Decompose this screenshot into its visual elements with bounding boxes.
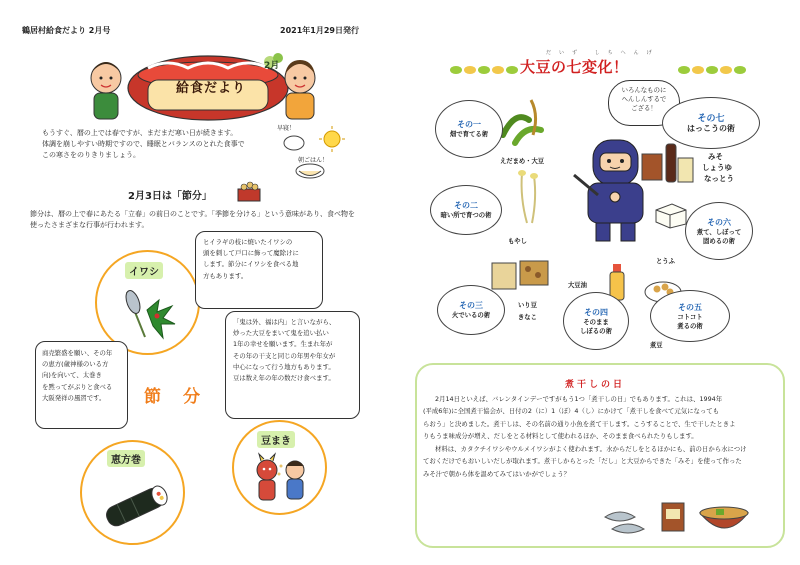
niboshi-miso-soup-icon xyxy=(600,495,750,540)
niboshi-text xyxy=(423,393,773,480)
iwashi-label: イワシ xyxy=(125,262,163,279)
technique-name: そのまま xyxy=(583,317,609,326)
technique-name: 暗い所で育つの術 xyxy=(440,211,492,220)
note-line: を黙ってがぶりと食べる xyxy=(42,382,113,391)
right-page xyxy=(400,0,800,565)
niboshi-line: らおう」と決めました。煮干しは、その名前の通り小魚を煮て干します。こうすることで、生で干したときよ xyxy=(423,419,736,428)
banner-month: 2月 xyxy=(264,61,280,71)
note-line: 大阪発祥の風習です。 xyxy=(42,393,106,402)
soybean-title: 大豆の七変化！ xyxy=(520,58,629,76)
bean-box-icon xyxy=(236,181,262,203)
note-line: の恵方(歳神様のいる方 xyxy=(42,360,109,369)
niboshi-line: 材料は、カタクチイワシやウルメイワシがよく使われます。水からだしをとるほかにも、前の日から水につけ xyxy=(435,444,747,453)
note-line: その年の干支と同じの年男や年女が xyxy=(233,351,336,360)
intro-line: もうすぐ、暦の上では春ですが、まだまだ寒い日が続きます。 xyxy=(42,129,238,137)
technique-name: 煮るの術 xyxy=(677,321,703,330)
setsubun-line: 使ったさまざまな行事が行われます。 xyxy=(30,220,149,229)
technique-number: その七 xyxy=(697,114,725,125)
technique-7-oval xyxy=(662,97,760,149)
niboshi-title: 煮干しの日 xyxy=(565,380,626,390)
setsubun-big-title: 節分 xyxy=(144,387,222,407)
nimame-label: 煮豆 xyxy=(650,342,663,349)
natto-label: なっとう xyxy=(704,174,734,183)
technique-number: その三 xyxy=(459,301,483,311)
ehoumaki-note xyxy=(35,341,128,429)
mamemaki-note xyxy=(225,311,360,419)
shoyu-label: しょうゆ xyxy=(702,163,732,172)
soybean-oil-label: 大豆油 xyxy=(568,282,587,289)
note-line: 商売繁盛を願い、その年 xyxy=(42,349,113,357)
healthy-habits-illustration xyxy=(272,125,362,185)
niboshi-line: 2月14日といえば、バレンタインデーですがもう1つ「煮干しの日」でもあります。これは、1994年 xyxy=(435,395,723,403)
sun-moon-icon xyxy=(272,125,362,185)
bubble-line: へんしんするで xyxy=(621,94,667,103)
note-line: 豆は数え年の年の数だけ食べます。 xyxy=(233,374,335,383)
oni-kids-icon xyxy=(249,452,314,507)
early-sleep-label: 早寝！ xyxy=(277,125,296,132)
iwashi-note xyxy=(195,231,323,309)
technique-2-oval xyxy=(430,185,502,235)
bubble-line: ござる！ xyxy=(631,103,657,112)
technique-1-oval xyxy=(435,100,503,158)
technique-3-oval xyxy=(437,285,505,335)
niboshi-paragraph xyxy=(423,443,773,480)
title-ruby: だいず しちへんげ xyxy=(546,50,660,56)
technique-number: その二 xyxy=(454,201,478,211)
technique-name: 火でいるの術 xyxy=(451,311,491,320)
note-line: 炒った大豆をまいて鬼を追い払い xyxy=(233,329,329,338)
technique-number: その五 xyxy=(678,302,702,312)
note-line: 方もあります。 xyxy=(203,271,248,280)
technique-name: しぼるの術 xyxy=(580,326,612,335)
niboshi-paragraph xyxy=(423,393,773,443)
technique-5-oval xyxy=(650,290,730,342)
edamame-icon xyxy=(495,95,550,155)
technique-number: その一 xyxy=(457,120,481,130)
intro-text xyxy=(42,128,282,161)
setsubun-line: 節分は、暦の上で春にあたる「立春」の前日のことです。「季節を分ける」という意味があり、食べ物を xyxy=(30,210,355,218)
edamame-label: えだまめ・大豆 xyxy=(500,158,545,165)
note-line: 「鬼は外、福は内」と言いながら、 xyxy=(233,318,336,326)
roasted-beans-icon xyxy=(490,255,555,295)
issue-date: 2021年1月29日発行 xyxy=(280,26,359,35)
technique-name: 固めるの術 xyxy=(703,236,735,245)
niboshi-line: みそ汁で朝から体を温めてみてはいかがでしょう？ xyxy=(423,469,570,478)
technique-name: 畑で育てる術 xyxy=(449,130,489,139)
intro-line: 体調を崩しやすい時期ですので、睡眠とバランスのとれた食事で xyxy=(42,139,245,148)
technique-4-oval xyxy=(563,292,629,350)
setsubun-heading: 2月3日は「節分」 xyxy=(128,191,212,202)
technique-6-oval xyxy=(685,202,753,260)
niboshi-line: (平成6年)に全国煮干協会が、日付の2（に）1（ぼ）4（し）にかけて「煮干しを食べて元気になっても xyxy=(423,407,720,416)
holly-sardine-icon xyxy=(117,282,182,342)
tofu-icon xyxy=(652,200,690,230)
note-line: 向)を向いて、太巻き xyxy=(42,371,102,380)
technique-name: はっこうの術 xyxy=(687,124,735,134)
banner-title: 給食だより xyxy=(176,81,247,96)
note-line: ヒイラギの枝に焼いたイワシの xyxy=(203,238,293,246)
technique-number: その六 xyxy=(707,217,731,227)
intro-line: この寒さをのりきりましょう。 xyxy=(42,150,140,159)
fermented-foods-icon xyxy=(640,140,695,185)
bean-sprout-icon xyxy=(512,168,547,228)
kinako-label: きなこ xyxy=(518,314,537,321)
newsletter-name: 鶴居村給食だより 2月号 xyxy=(22,26,111,35)
note-line: 頭を刺して戸口に飾って魔除けに xyxy=(203,249,299,258)
breakfast-label: 朝ごはん！ xyxy=(298,157,329,164)
technique-name: コトコト xyxy=(677,312,703,321)
bubble-line: いろんなものに xyxy=(621,86,667,94)
note-line: 中心になって行う地方もあります。 xyxy=(233,362,335,371)
tofu-label: とうふ xyxy=(656,258,675,265)
mamemaki-label: 豆まき xyxy=(257,431,295,448)
technique-number: その四 xyxy=(584,307,608,317)
title-banner xyxy=(78,48,328,126)
miso-label: みそ xyxy=(708,152,723,161)
ehoumaki-label: 恵方巻 xyxy=(107,450,145,467)
technique-name: 煮て、しぼって xyxy=(696,227,742,236)
moyashi-label: もやし xyxy=(508,238,527,245)
note-line: 1年の幸せを願います。生まれ年が xyxy=(233,340,333,349)
note-line: します。節分にイワシを食べる地 xyxy=(203,260,299,269)
niboshi-line: ておくだけでもおいしいだしが取れます。煮干しからとった「だし」と大豆からできた「みそ」を使って作った xyxy=(423,457,742,466)
setsubun-description xyxy=(30,209,370,231)
sushi-roll-icon xyxy=(100,477,170,535)
irimame-label: いり豆 xyxy=(518,302,537,309)
niboshi-line: りもうま味成分が増え、だしをとる材料として使われるほか、そのまま食べられたりもします。 xyxy=(423,432,698,441)
